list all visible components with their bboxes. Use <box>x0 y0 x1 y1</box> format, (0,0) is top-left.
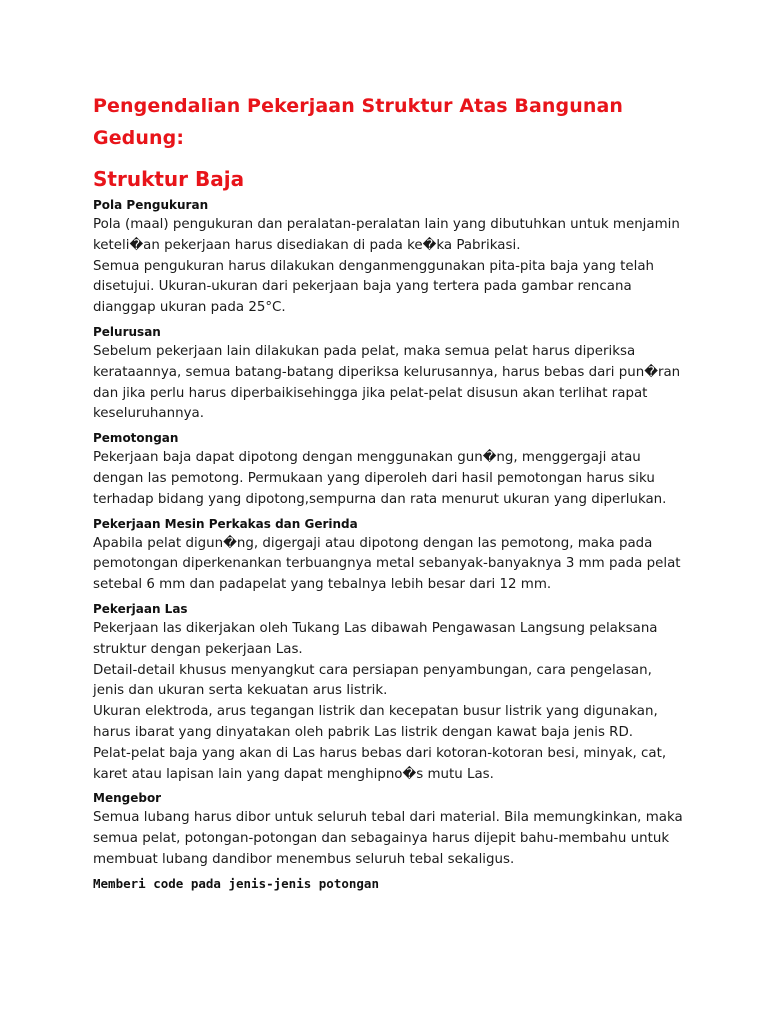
section-paragraph: Pola (maal) pengukuran dan peralatan-peralatan lain yang dibutuhkan untuk menjamin keteli�an pekerjaan harus disediakan di pada ke�ka Pabrikasi. <box>93 217 680 253</box>
section-heading: Mengebor <box>93 791 162 806</box>
section-heading: Pekerjaan Las <box>93 601 188 616</box>
document-title: Pengendalian Pekerjaan Struktur Atas Bangunan Gedung: <box>93 95 624 149</box>
section-heading: Pola Pengukuran <box>93 198 209 212</box>
section-pekerjaan-las <box>93 600 683 785</box>
section-heading: Memberi code pada jenis-jenis potongan <box>93 875 379 891</box>
section-paragraph: Semua lubang harus dibor untuk seluruh tebal dari material. Bila memungkinkan, maka semua pelat, potongan-potongan dan sebagainya harus dijepit bahu-membahu untuk membuat lubang dandibor menembus seluruh tebal sekaligus. <box>93 810 683 867</box>
section-mengebor <box>93 789 683 870</box>
section-mesin-perkakas <box>93 515 683 596</box>
section-memberi-code <box>93 875 683 893</box>
section-paragraph: Apabila pelat digun�ng, digergaji atau dipotong dengan las pemotong, maka pada pemotongan diperkenankan terbuangnya metal sebanyak-banyaknya 3 mm pada pelat setebal 6 mm dan padapelat yang tebalnya lebih besar dari 12 mm. <box>93 535 681 593</box>
document-subtitle: Struktur Baja <box>93 167 245 191</box>
section-pemotongan <box>93 429 683 510</box>
section-paragraph: Pekerjaan las dikerjakan oleh Tukang Las dibawah Pengawasan Langsung pelaksana struktur dengan pekerjaan Las. <box>93 620 658 657</box>
section-paragraph: Detail-detail khusus menyangkut cara persiapan penyambungan, cara pengelasan, jenis dan ukuran serta kekuatan arus Iistrik. <box>93 662 652 699</box>
section-pelurusan <box>93 323 683 425</box>
section-paragraph: Sebelum pekerjaan lain dilakukan pada pelat, maka semua pelat harus diperiksa kerataannya, semua batang-batang diperiksa kelurusannya, harus bebas dari pun�ran dan jika perlu harus diperbaikisehingga jika pelat-pelat disusun akan terlihat rapat keseluruhannya. <box>93 343 681 422</box>
section-heading: Pekerjaan Mesin Perkakas dan Gerinda <box>93 516 358 531</box>
section-paragraph: Semua pengukuran harus dilakukan denganmenggunakan pita-pita baja yang telah disetujui. Ukuran-ukuran dari pekerjaan baja yang tertera pada gambar rencana dianggap ukuran pada 25°C. <box>93 258 655 316</box>
section-heading: Pemotongan <box>93 431 179 446</box>
section-heading: Pelurusan <box>93 324 161 339</box>
section-paragraph: Ukuran elektroda, arus tegangan listrik dan kecepatan busur listrik yang digunakan, harus ibarat yang dinyatakan oleh pabrik Las listrik dengan kawat baja jenis RD. <box>93 704 658 740</box>
section-paragraph: Pelat-pelat baja yang akan di Las harus bebas dari kotoran-kotoran besi, minyak, cat, karet atau lapisan lain yang dapat menghipno�s mutu Las. <box>93 745 667 782</box>
document-page <box>93 90 683 894</box>
section-paragraph: Pekerjaan baja dapat dipotong dengan menggunakan gun�ng, menggergaji atau dengan las pemotong. Permukaan yang diperoleh dari hasil pemotongan harus siku terhadap bidang yang dipotong,sempurna dan rata menurut ukuran yang diperlukan. <box>93 450 667 507</box>
section-pola-pengukuran <box>93 196 683 319</box>
